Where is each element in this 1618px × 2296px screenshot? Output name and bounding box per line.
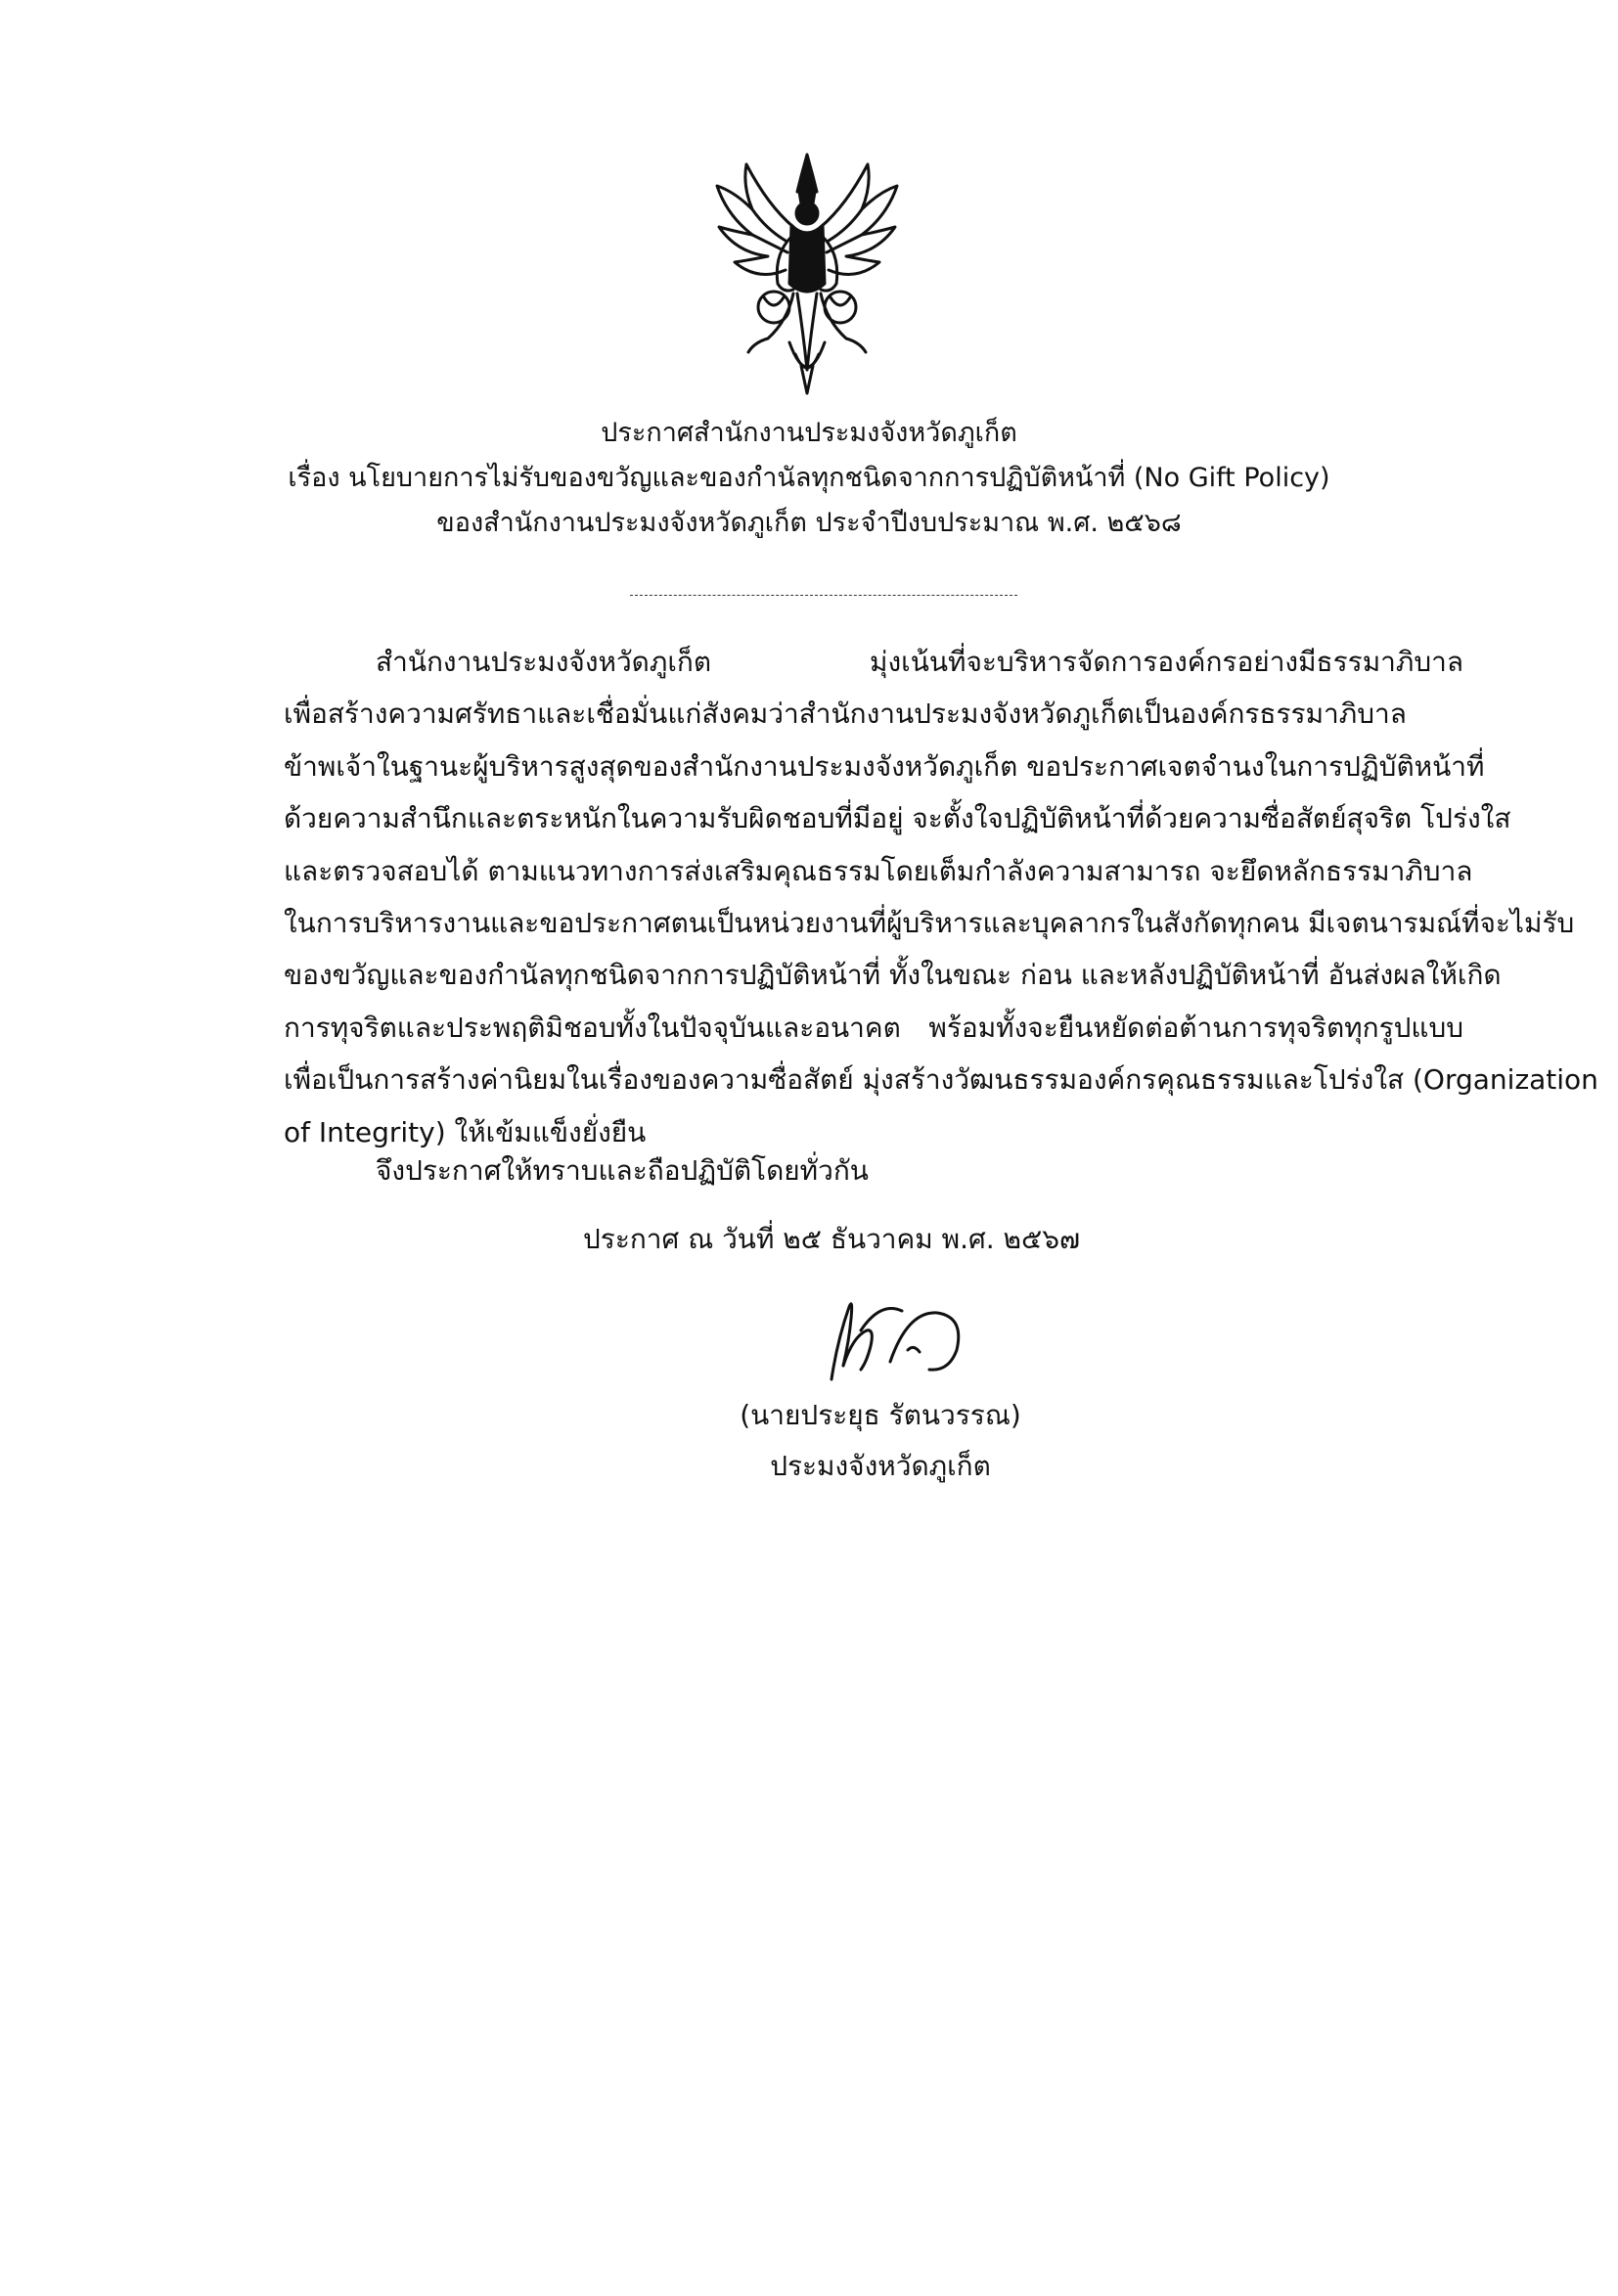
body-line: เพื่อสร้างความศรัทธาและเชื่อมั่นแก่สังคมว่าสำนักงานประมงจังหวัดภูเก็ตเป็นองค์กรธรรมาภิบาล <box>284 698 1407 731</box>
signer-title: ประมงจังหวัดภูเก็ต <box>770 1450 991 1482</box>
body-line: ด้วยความสำนึกและตระหนักในความรับผิดชอบที่มีอยู่ จะตั้งใจปฏิบัติหน้าที่ด้วยความซื่อสัตย์สุจริต โปร่งใส <box>284 802 1511 835</box>
body-line: การทุจริตและประพฤติมิชอบทั้งในปัจจุบันและอนาคต พร้อมทั้งจะยืนหยัดต่อต้านการทุจริตทุกรูปแบบ <box>284 1011 1463 1044</box>
garuda-emblem-icon <box>709 147 905 396</box>
body-line: ของขวัญและของกำนัลทุกชนิดจากการปฏิบัติหน้าที่ ทั้งในขณะ ก่อน และหลังปฏิบัติหน้าที่ อันส่งผลให้เกิด <box>284 959 1502 992</box>
signer-name: (นายประยุธ รัตนวรรณ) <box>740 1399 1021 1431</box>
closing-statement: จึงประกาศให้ทราบและถือปฏิบัติโดยทั่วกัน <box>376 1154 869 1187</box>
body-line: สำนักงานประมงจังหวัดภูเก็ต มุ่งเน้นที่จะบริหารจัดการองค์กรอย่างมีธรรมาภิบาล <box>376 646 1463 678</box>
announcement-body <box>284 636 1598 1158</box>
heading-line-3: ของสำนักงานประมงจังหวัดภูเก็ต ประจำปีงบประมาณ พ.ศ. ๒๕๖๘ <box>436 508 1182 538</box>
body-line: of Integrity) ให้เข้มแข็งยั่งยืน <box>284 1115 647 1148</box>
body-line: ในการบริหารงานและขอประกาศตนเป็นหน่วยงานที่ผู้บริหารและบุคลากรในสังกัดทุกคน มีเจตนารมณ์ที่จะไม่รับ <box>284 907 1575 940</box>
heading-line-1: ประกาศสำนักงานประมงจังหวัดภูเก็ต <box>601 418 1017 448</box>
heading-line-2: เรื่อง นโยบายการไม่รับของขวัญและของกำนัลทุกชนิดจากการปฏิบัติหน้าที่ (No Gift Policy) <box>288 463 1330 493</box>
announcement-date: ประกาศ ณ วันที่ ๒๕ ธันวาคม พ.ศ. ๒๕๖๗ <box>583 1223 1081 1255</box>
body-line: เพื่อเป็นการสร้างค่านิยมในเรื่องของความซื่อสัตย์ มุ่งสร้างวัฒนธรรมองค์กรคุณธรรมและโปร่งใส (Organization <box>284 1063 1598 1097</box>
heading-divider <box>630 595 1017 596</box>
body-line: ข้าพเจ้าในฐานะผู้บริหารสูงสุดของสำนักงานประมงจังหวัดภูเก็ต ขอประกาศเจตจำนงในการปฏิบัติหน้าที่ <box>284 749 1485 783</box>
handwritten-signature <box>792 1272 978 1399</box>
body-line: และตรวจสอบได้ ตามแนวทางการส่งเสริมคุณธรรมโดยเต็มกำลังความสามารถ จะยึดหลักธรรมาภิบาล <box>284 854 1473 887</box>
